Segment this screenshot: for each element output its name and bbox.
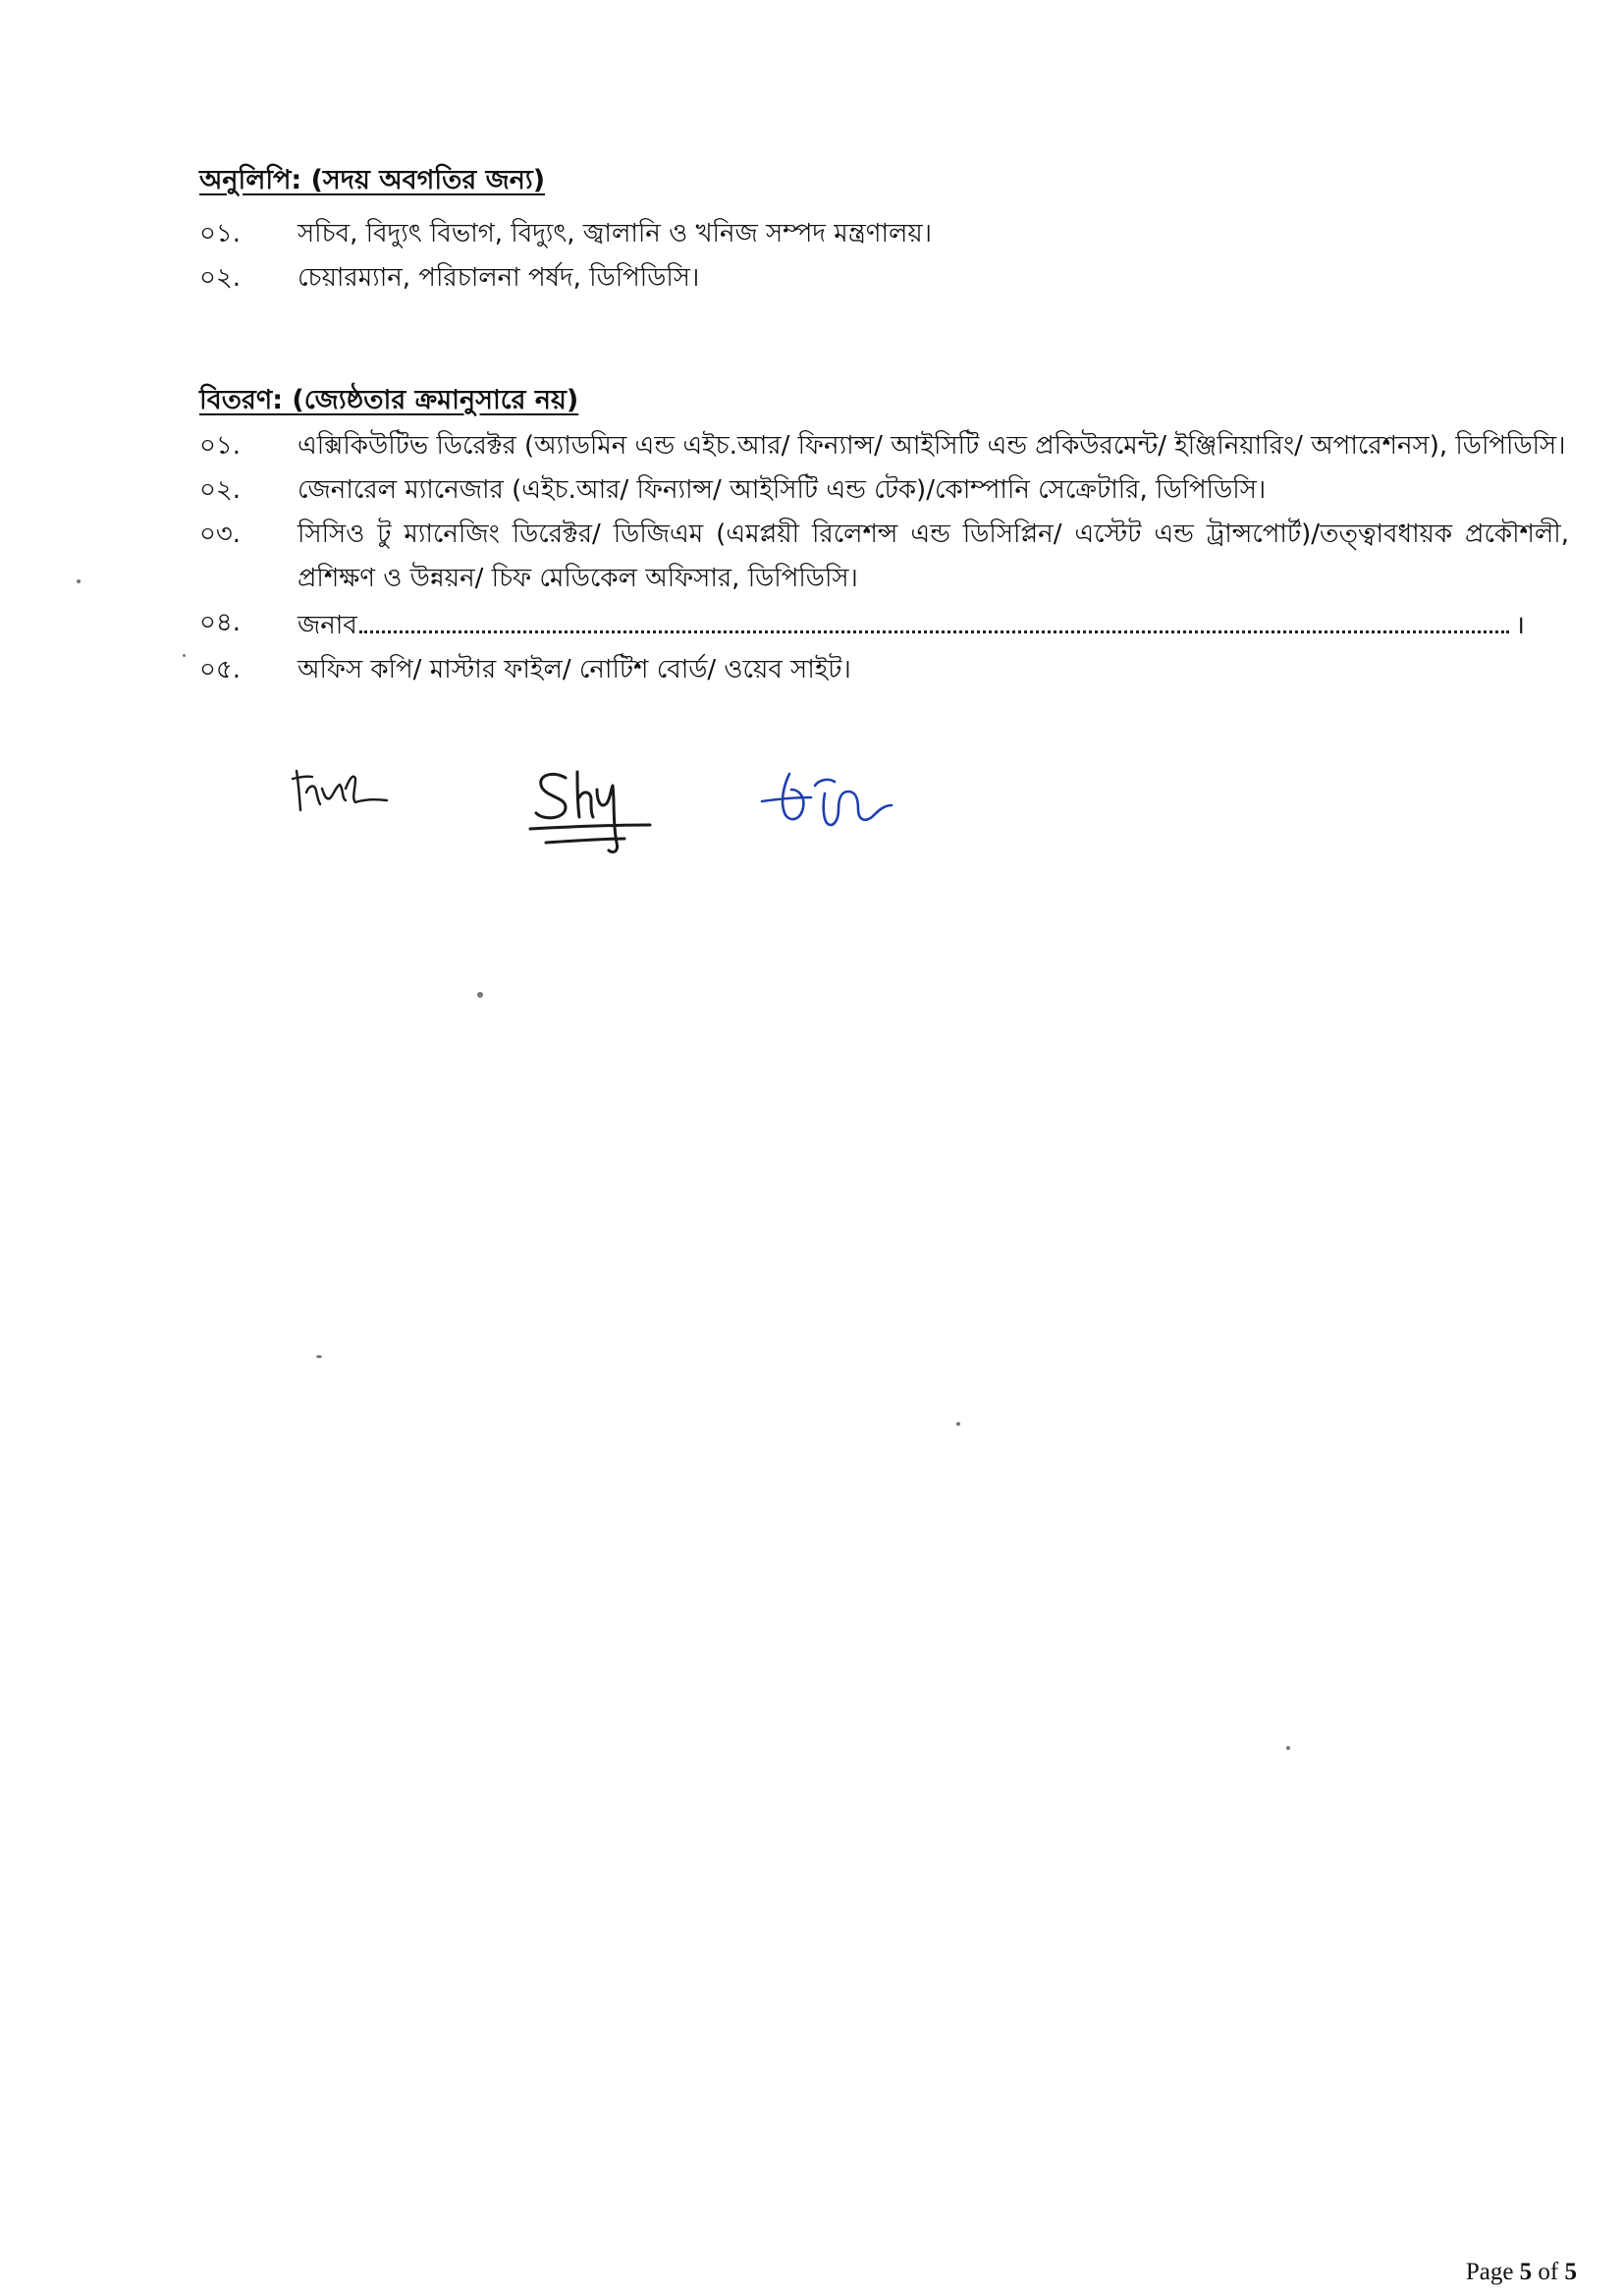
item-number: ০৩. <box>199 519 242 549</box>
item-text: জনাব <box>298 611 357 640</box>
item-text: সচিব, বিদ্যুৎ বিভাগ, বিদ্যুৎ, জ্বালানি ও খনিজ সম্পদ মন্ত্রণালয়। <box>298 219 933 248</box>
item-text: এক্সিকিউটিভ ডিরেক্টর (অ্যাডমিন এন্ড এইচ.আর/ ফিন্যান্স/ আইসিটি এন্ড প্রকিউরমেন্ট/ ইঞ্জিনিয়ারিং/ অপারেশনস), ডিপিডিসি। <box>298 431 1566 461</box>
scan-speck <box>477 992 483 998</box>
name-blank-line <box>298 601 1525 648</box>
list-item <box>199 424 1569 468</box>
item-text: জেনারেল ম্যানেজার (এইচ.আর/ ফিন্যান্স/ আইসিটি এন্ড টেক)/কোম্পানি সেক্রেটারি, ডিপিডিসি। <box>298 475 1267 505</box>
list-item <box>199 601 1569 648</box>
copy-section-title: অনুলিপি: (সদয় অবগতির জন্য) <box>199 165 546 195</box>
scan-speck <box>316 1355 322 1358</box>
list-item <box>199 468 1569 513</box>
total-pages: 5 <box>1564 2259 1577 2285</box>
scan-speck <box>1286 1746 1290 1750</box>
list-item <box>199 212 1569 256</box>
distribution-section-title: বিতরণ: (জ্যেষ্ঠতার ক্রমানুসারে নয়) <box>199 385 579 415</box>
list-item <box>199 256 1569 301</box>
item-text: চেয়ারম্যান, পরিচালনা পর্ষদ, ডিপিডিসি। <box>298 263 700 293</box>
dotted-leader <box>359 601 1509 633</box>
current-page: 5 <box>1519 2259 1533 2285</box>
page-number <box>1466 2259 1577 2286</box>
page-word: Page <box>1465 2259 1514 2285</box>
item-end-mark: । <box>1515 611 1525 640</box>
scan-speck <box>77 579 81 583</box>
scan-speck <box>183 654 186 657</box>
item-number: ০৫. <box>199 655 242 684</box>
signature-initial-2 <box>526 764 664 858</box>
item-number: ০২. <box>199 263 242 293</box>
copy-list <box>199 212 1569 301</box>
item-number: ০১. <box>199 431 242 461</box>
signature-initial-3 <box>756 764 903 843</box>
item-number: ০২. <box>199 475 242 505</box>
list-item <box>199 513 1569 601</box>
of-word: of <box>1538 2259 1559 2285</box>
distribution-list <box>199 424 1569 692</box>
list-item <box>199 648 1569 692</box>
scan-speck <box>956 1422 960 1426</box>
item-text: অফিস কপি/ মাস্টার ফাইল/ নোটিশ বোর্ড/ ওয়েব সাইট। <box>298 655 851 684</box>
signature-initial-1 <box>291 759 389 818</box>
item-text: সিসিও টু ম্যানেজিং ডিরেক্টর/ ডিজিএম (এমপ্লয়ী রিলেশন্স এন্ড ডিসিপ্লিন/ এস্টেট এন্ড ট্রান্সপোর্ট)/তত্ত্বাবধায়ক প্রকৌশলী, প্রশিক্ষণ ও উন্নয়ন/ চিফ মেডিকেল অফিসার, ডিপিডিসি। <box>298 519 1569 593</box>
item-number: ০৪. <box>199 608 242 637</box>
item-number: ০১. <box>199 219 242 248</box>
